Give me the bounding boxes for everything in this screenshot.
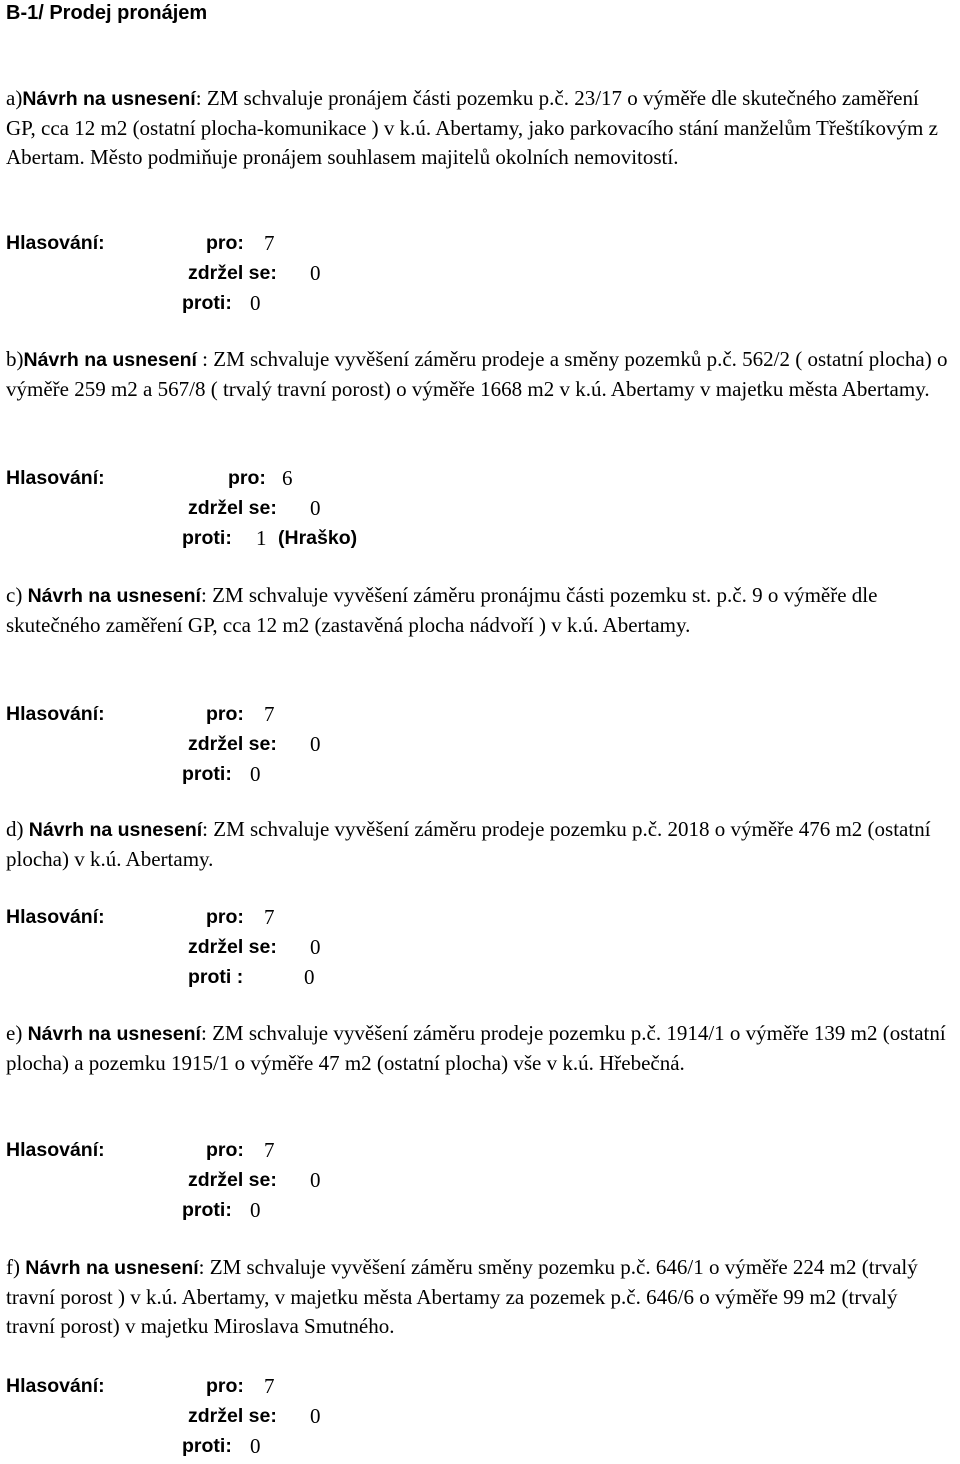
vote-pro-count: 7 — [264, 702, 275, 726]
resolution-label: Návrh na usnesení — [23, 349, 197, 371]
vote-abstain-label: zdržel se: — [188, 262, 277, 284]
resolution-text: ZM schvaluje vyvěšení záměru směny pozemku p.č. 646/1 o výměře 224 m2 (trvalý travní porost ) v k.ú. Abertamy, v majetku města Abertamy za pozemek p.č. 646/6 o výměře 99 m2 (trvalý travní porost) v majetku Miroslava Smutného. — [6, 1255, 918, 1338]
vote-pro-label: pro: — [206, 1375, 244, 1397]
vote-abstain-count: 0 — [310, 1168, 321, 1192]
vote-title: Hlasování: — [6, 703, 105, 725]
label-separator: : — [195, 86, 207, 110]
vote-abstain-count: 0 — [310, 935, 321, 959]
vote-pro-count: 7 — [264, 1138, 275, 1162]
vote-against-count: 0 — [250, 762, 261, 786]
item-prefix: c) — [6, 583, 28, 607]
resolution-text: ZM schvaluje pronájem části pozemku p.č. 23/17 o výměře dle skutečného zaměření GP, cca 12 m2 (ostatní plocha-komunikace ) v k.ú. Abertamy, jako parkovacího stání manželům Třeštíkovým z Abertam. Město podmiňuje pronájem souhlasem majitelů okolních nemovitostí. — [6, 86, 938, 169]
resolution-f — [6, 1253, 950, 1341]
item-prefix: f) — [6, 1255, 26, 1279]
vote-against-label: proti: — [182, 1435, 232, 1457]
vote-against-label: proti : — [188, 966, 244, 988]
vote-abstain-count: 0 — [310, 496, 321, 520]
vote-pro-count: 6 — [282, 466, 293, 490]
vote-against-count: 0 — [250, 1198, 261, 1222]
vote-against-note: (Hraško) — [278, 527, 358, 549]
resolution-text: ZM schvaluje vyvěšení záměru pronájmu části pozemku st. p.č. 9 o výměře dle skutečného zaměření GP, cca 12 m2 (zastavěná plocha nádvoří ) v k.ú. Abertamy. — [6, 583, 878, 637]
vote-title: Hlasování: — [6, 467, 105, 489]
vote-pro-count: 7 — [264, 231, 275, 255]
vote-title: Hlasování: — [6, 1375, 105, 1397]
resolution-a — [6, 84, 950, 172]
vote-against-label: proti: — [182, 763, 232, 785]
vote-block-f — [6, 1372, 606, 1464]
vote-abstain-label: zdržel se: — [188, 733, 277, 755]
vote-abstain-label: zdržel se: — [188, 497, 277, 519]
vote-abstain-count: 0 — [310, 1404, 321, 1428]
vote-against-count: 0 — [250, 1434, 261, 1458]
vote-pro-label: pro: — [228, 467, 266, 489]
resolution-d — [6, 815, 950, 874]
vote-block-d — [6, 903, 606, 995]
vote-against-count: 0 — [304, 965, 315, 989]
vote-against-count: 1 — [256, 526, 267, 550]
vote-abstain-label: zdržel se: — [188, 1405, 277, 1427]
resolution-label: Návrh na usnesení — [25, 1257, 199, 1279]
vote-abstain-count: 0 — [310, 732, 321, 756]
vote-block-a — [6, 229, 606, 321]
resolution-text: ZM schvaluje vyvěšení záměru prodeje pozemku p.č. 2018 o výměře 476 m2 (ostatní plocha) v k.ú. Abertamy. — [6, 817, 931, 871]
vote-abstain-label: zdržel se: — [188, 1169, 277, 1191]
vote-block-e — [6, 1136, 606, 1228]
resolution-label: Návrh na usnesení — [27, 585, 201, 607]
label-separator: : — [200, 583, 213, 607]
label-separator: : — [198, 1255, 210, 1279]
vote-against-label: proti: — [182, 527, 232, 549]
vote-pro-label: pro: — [206, 232, 244, 254]
vote-title: Hlasování: — [6, 232, 105, 254]
vote-title: Hlasování: — [6, 1139, 105, 1161]
resolution-text: ZM schvaluje vyvěšení záměru prodeje a směny pozemků p.č. 562/2 ( ostatní plocha) o výměře 259 m2 a 567/8 ( trvalý travní porost) o výměře 1668 m2 v k.ú. Abertamy v majetku města Abertamy. — [6, 347, 948, 401]
label-separator: : — [196, 347, 214, 371]
item-prefix: d) — [6, 817, 29, 841]
resolution-label: Návrh na usnesení — [22, 88, 196, 110]
vote-pro-count: 7 — [264, 905, 275, 929]
resolution-e — [6, 1019, 950, 1078]
resolution-c — [6, 581, 950, 640]
resolution-text: ZM schvaluje vyvěšení záměru prodeje pozemku p.č. 1914/1 o výměře 139 m2 (ostatní plocha) a pozemku 1915/1 o výměře 47 m2 (ostatní plocha) vše v k.ú. Hřebečná. — [6, 1021, 946, 1075]
resolution-b — [6, 345, 950, 404]
vote-against-count: 0 — [250, 291, 261, 315]
vote-pro-label: pro: — [206, 1139, 244, 1161]
item-prefix: a) — [6, 86, 23, 110]
vote-block-b — [6, 464, 606, 556]
vote-pro-count: 7 — [264, 1374, 275, 1398]
section-heading: B-1/ Prodej pronájem — [6, 2, 208, 24]
vote-against-label: proti: — [182, 1199, 232, 1221]
vote-against-label: proti: — [182, 292, 232, 314]
vote-title: Hlasování: — [6, 906, 105, 928]
label-separator: : — [200, 1021, 213, 1045]
vote-abstain-label: zdržel se: — [188, 936, 277, 958]
item-prefix: e) — [6, 1021, 28, 1045]
vote-pro-label: pro: — [206, 906, 244, 928]
vote-abstain-count: 0 — [310, 261, 321, 285]
label-separator: : — [202, 817, 214, 841]
vote-block-c — [6, 700, 606, 792]
resolution-label: Návrh na usnesení — [28, 819, 203, 841]
resolution-label: Návrh na usnesení — [27, 1023, 201, 1045]
vote-pro-label: pro: — [206, 703, 244, 725]
item-prefix: b) — [6, 347, 24, 371]
